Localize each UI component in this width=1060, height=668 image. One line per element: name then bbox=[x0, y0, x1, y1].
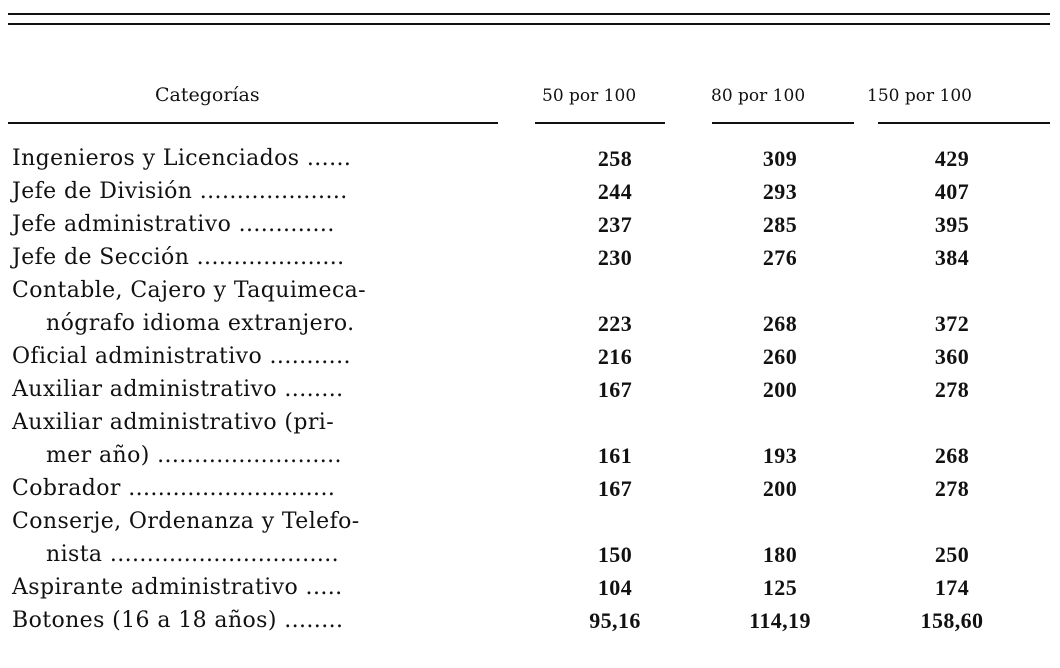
value-50: 223 bbox=[597, 311, 633, 336]
header-50: 50 por 100 bbox=[542, 86, 637, 106]
header-categorias: Categorías bbox=[155, 84, 260, 106]
row-line bbox=[0, 406, 1060, 439]
category-label: Jefe de División .................... bbox=[12, 179, 348, 204]
value-150: 372 bbox=[934, 311, 970, 336]
value-80: 200 bbox=[762, 476, 798, 501]
header-underline bbox=[712, 122, 854, 124]
table-row bbox=[0, 142, 1060, 175]
category-label: Oficial administrativo ........... bbox=[12, 344, 351, 369]
value-50: 150 bbox=[597, 542, 633, 567]
value-50: 258 bbox=[597, 146, 633, 171]
value-50: 237 bbox=[597, 212, 633, 237]
header-underline bbox=[8, 122, 498, 124]
row-line bbox=[0, 538, 1060, 571]
table-row bbox=[0, 604, 1060, 637]
value-150: 158,60 bbox=[920, 608, 984, 633]
row-line bbox=[0, 472, 1060, 505]
value-50: 167 bbox=[597, 476, 633, 501]
value-150: 429 bbox=[934, 146, 970, 171]
row-line bbox=[0, 373, 1060, 406]
value-150: 278 bbox=[934, 377, 970, 402]
category-label: Jefe de Sección .................... bbox=[12, 245, 345, 270]
category-label: Botones (16 a 18 años) ........ bbox=[12, 608, 344, 633]
row-line bbox=[0, 571, 1060, 604]
row-line bbox=[0, 505, 1060, 538]
value-50: 216 bbox=[597, 344, 633, 369]
table-row bbox=[0, 340, 1060, 373]
category-label: Conserje, Ordenanza y Telefo- bbox=[12, 509, 360, 534]
value-80: 200 bbox=[762, 377, 798, 402]
value-80: 268 bbox=[762, 311, 798, 336]
value-80: 114,19 bbox=[749, 608, 811, 633]
value-150: 268 bbox=[934, 443, 970, 468]
category-label: Jefe administrativo ............. bbox=[12, 212, 335, 237]
table-body bbox=[0, 142, 1060, 637]
top-rule bbox=[8, 13, 1050, 15]
value-150: 407 bbox=[934, 179, 970, 204]
value-150: 250 bbox=[934, 542, 970, 567]
value-150: 395 bbox=[934, 212, 970, 237]
category-label: nógrafo idioma extranjero. bbox=[46, 311, 355, 336]
row-line bbox=[0, 175, 1060, 208]
category-label: Auxiliar administrativo ........ bbox=[12, 377, 344, 402]
value-150: 278 bbox=[934, 476, 970, 501]
table-row bbox=[0, 406, 1060, 472]
header-underline bbox=[535, 122, 665, 124]
value-80: 309 bbox=[762, 146, 798, 171]
category-label: Cobrador ............................ bbox=[12, 476, 336, 501]
value-80: 276 bbox=[762, 245, 798, 270]
value-80: 180 bbox=[762, 542, 798, 567]
row-line bbox=[0, 142, 1060, 175]
header-80: 80 por 100 bbox=[711, 86, 806, 106]
value-150: 384 bbox=[934, 245, 970, 270]
value-80: 125 bbox=[762, 575, 798, 600]
table-row bbox=[0, 208, 1060, 241]
table-row bbox=[0, 175, 1060, 208]
value-150: 174 bbox=[934, 575, 970, 600]
row-line bbox=[0, 208, 1060, 241]
table-row bbox=[0, 241, 1060, 274]
category-label: Ingenieros y Licenciados ...... bbox=[12, 146, 352, 171]
table-row bbox=[0, 472, 1060, 505]
category-label: mer año) ......................... bbox=[46, 443, 342, 468]
value-80: 285 bbox=[762, 212, 798, 237]
value-150: 360 bbox=[934, 344, 970, 369]
value-50: 161 bbox=[597, 443, 633, 468]
row-line bbox=[0, 241, 1060, 274]
category-label: nista ............................... bbox=[46, 542, 340, 567]
table-row bbox=[0, 571, 1060, 604]
row-line bbox=[0, 439, 1060, 472]
value-80: 260 bbox=[762, 344, 798, 369]
value-50: 167 bbox=[597, 377, 633, 402]
value-50: 230 bbox=[597, 245, 633, 270]
header-150: 150 por 100 bbox=[867, 86, 972, 106]
category-label: Aspirante administrativo ..... bbox=[12, 575, 343, 600]
top-rule-2 bbox=[8, 23, 1050, 25]
category-label: Contable, Cajero y Taquimeca- bbox=[12, 278, 367, 303]
row-line bbox=[0, 340, 1060, 373]
table-row bbox=[0, 505, 1060, 571]
value-50: 95,16 bbox=[589, 608, 641, 633]
table-row bbox=[0, 274, 1060, 340]
value-80: 193 bbox=[762, 443, 798, 468]
value-50: 244 bbox=[597, 179, 633, 204]
value-50: 104 bbox=[597, 575, 633, 600]
value-80: 293 bbox=[762, 179, 798, 204]
row-line bbox=[0, 274, 1060, 307]
table-row bbox=[0, 373, 1060, 406]
row-line bbox=[0, 604, 1060, 637]
row-line bbox=[0, 307, 1060, 340]
header-underline bbox=[878, 122, 1050, 124]
category-label: Auxiliar administrativo (pri- bbox=[12, 410, 335, 435]
